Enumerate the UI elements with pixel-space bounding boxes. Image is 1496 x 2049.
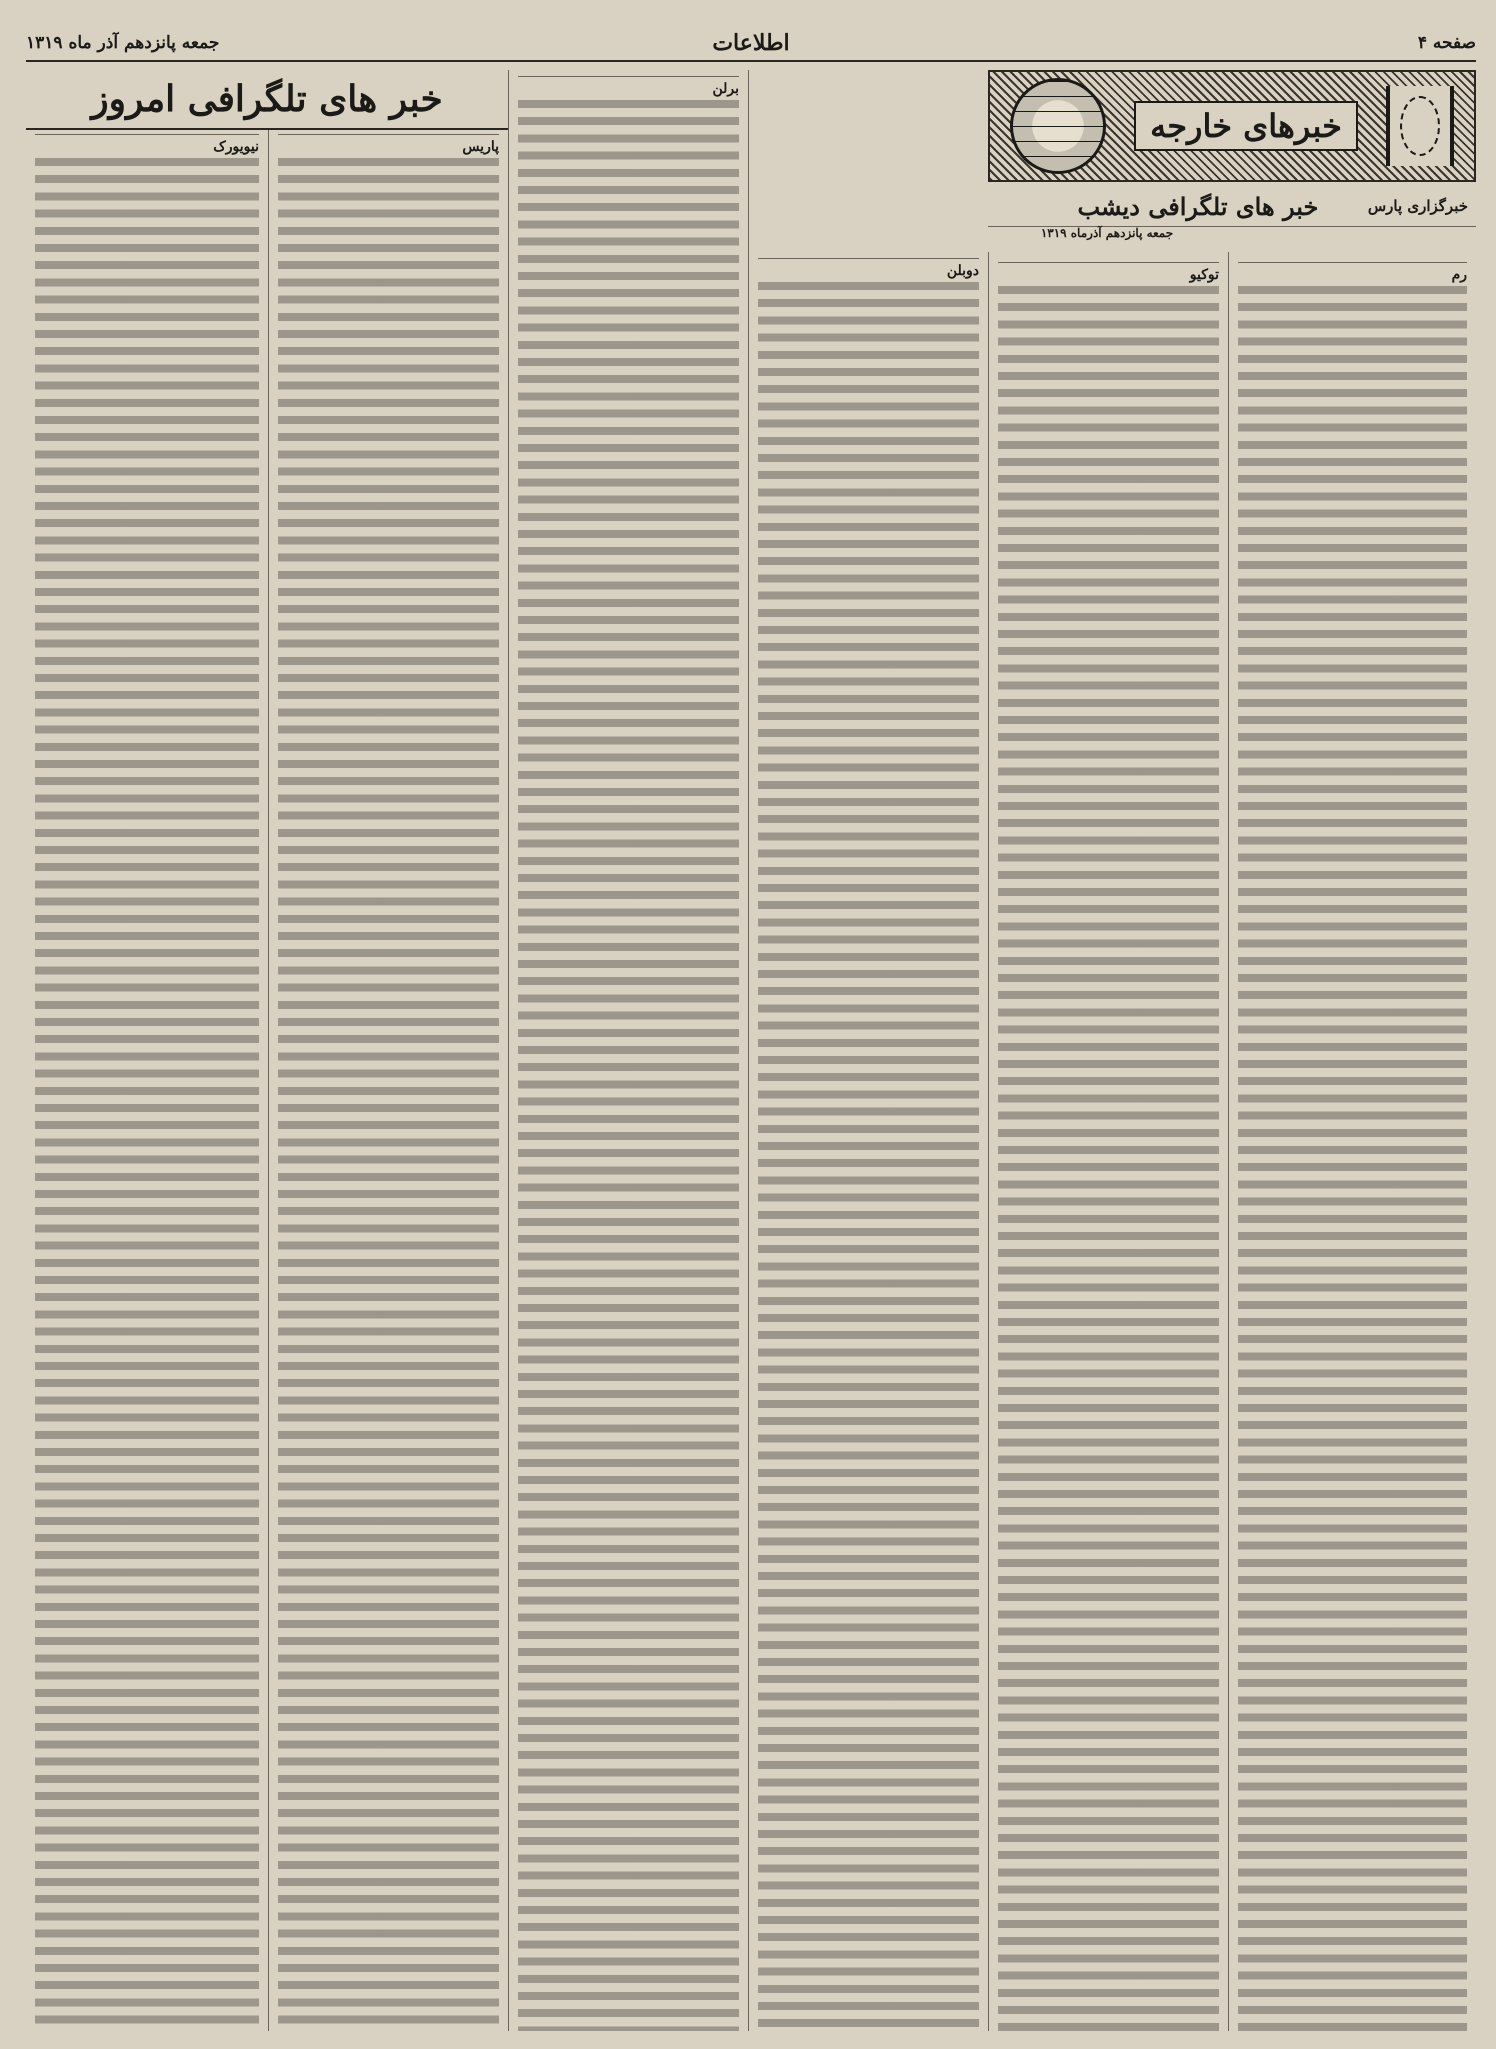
dateline-paris: پاریس (278, 134, 499, 156)
left-section-title: خبر های تلگرافی امروز (26, 70, 508, 130)
right-section-header (988, 186, 1476, 227)
dateline-rome: رم (1238, 262, 1467, 284)
column-3 (748, 70, 988, 2031)
dateline-new-york: نیویورک (35, 134, 259, 156)
column-text (1238, 286, 1467, 2031)
column-2 (988, 70, 1228, 2031)
column-text (758, 282, 979, 2031)
columns (26, 70, 1476, 2031)
newspaper-name: اطلاعات (712, 30, 790, 56)
column-4 (508, 70, 748, 2031)
column-text (35, 158, 259, 2031)
page-header (26, 26, 1476, 62)
column-text (518, 100, 739, 2031)
page-number: صفحه ۴ (1417, 33, 1476, 53)
column-text (278, 158, 499, 2031)
right-section-date: جمعه پانزدهم آذرماه ۱۳۱۹ (1040, 226, 1174, 240)
banner-title: خبرهای خارجه (1134, 101, 1358, 151)
column-1 (1228, 70, 1476, 2031)
globe-icon (1010, 78, 1106, 174)
dateline-dublin: دوبلن (758, 258, 979, 280)
dateline-berlin: برلن (518, 76, 739, 98)
dateline-tokyo: توکیو (998, 262, 1219, 284)
news-agency: خبرگزاری پارس (1367, 197, 1468, 215)
right-section-title: خبر های تلگرافی دیشب (1077, 191, 1319, 221)
column-text (998, 286, 1219, 2031)
foreign-news-banner (988, 70, 1476, 182)
issue-date: جمعه پانزدهم آذر ماه ۱۳۱۹ (26, 33, 220, 53)
column-6 (26, 70, 268, 2031)
column-5 (268, 70, 508, 2031)
antenna-icon (1386, 86, 1454, 166)
